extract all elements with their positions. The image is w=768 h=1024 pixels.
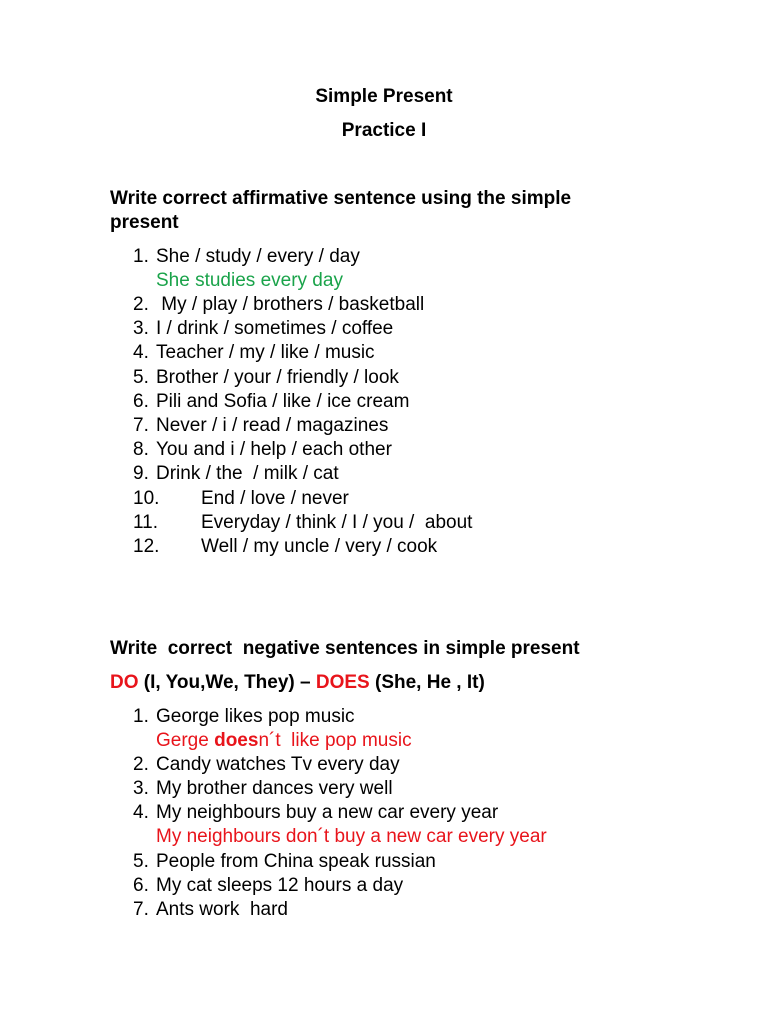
item-number: 3.	[133, 778, 149, 799]
list-item: My / play / brothers / basketball	[156, 294, 425, 315]
list-item: I / drink / sometimes / coffee	[156, 318, 394, 339]
list-item: My brother dances very well	[156, 778, 393, 799]
item-number: 7.	[133, 415, 149, 436]
answer-part: Gerge	[156, 730, 215, 751]
answer-emphasis: does	[214, 730, 259, 751]
list-item: Teacher / my / like / music	[156, 342, 375, 363]
list-item: She / study / every / day	[156, 246, 360, 267]
item-number: 5.	[133, 851, 149, 872]
list-item: You and i / help / each other	[156, 439, 392, 460]
answer-text: She studies every day	[156, 270, 343, 291]
page-title: Simple Present	[315, 86, 453, 107]
list-item: People from China speak russian	[156, 851, 436, 872]
item-number: 4.	[133, 342, 149, 363]
instruction-negative: Write correct negative sentences in simple present	[110, 638, 580, 659]
do-does-rule	[110, 671, 485, 695]
item-number: 6.	[133, 391, 149, 412]
rule-do: DO	[110, 672, 139, 693]
list-item: Candy watches Tv every day	[156, 754, 400, 775]
list-item: Everyday / think / I / you / about	[201, 512, 473, 533]
list-item: Ants work hard	[156, 899, 288, 920]
item-number: 6.	[133, 875, 149, 896]
item-number: 12.	[133, 536, 160, 557]
list-item: My cat sleeps 12 hours a day	[156, 875, 404, 896]
item-number: 8.	[133, 439, 149, 460]
item-number: 3.	[133, 318, 149, 339]
item-number: 2.	[133, 294, 149, 315]
item-number: 1.	[133, 246, 149, 267]
list-item: Pili and Sofia / like / ice cream	[156, 391, 410, 412]
list-item: Never / i / read / magazines	[156, 415, 389, 436]
rule-does-subjects: (She, He , It)	[369, 672, 485, 693]
list-item: End / love / never	[201, 488, 349, 509]
item-number: 7.	[133, 899, 149, 920]
item-number: 5.	[133, 367, 149, 388]
rule-do-subjects: (I, You,We, They) –	[138, 672, 316, 693]
page-subtitle: Practice I	[341, 120, 427, 141]
item-number: 11.	[133, 512, 159, 533]
answer-part: n´t like pop music	[258, 730, 412, 751]
answer-text: My neighbours don´t buy a new car every year	[156, 826, 547, 847]
answer-text	[156, 729, 412, 753]
list-item: My neighbours buy a new car every year	[156, 802, 499, 823]
list-item: Well / my uncle / very / cook	[201, 536, 438, 557]
list-item: George likes pop music	[156, 706, 355, 727]
item-number: 9.	[133, 463, 149, 484]
item-number: 1.	[133, 706, 149, 727]
item-number: 4.	[133, 802, 149, 823]
rule-does: DOES	[315, 672, 370, 693]
instruction-line-1: Write correct affirmative sentence using the simple	[110, 188, 572, 209]
list-item: Drink / the / milk / cat	[156, 463, 339, 484]
instruction-line-2: present	[110, 212, 179, 233]
list-item: Brother / your / friendly / look	[156, 367, 399, 388]
item-number: 10.	[133, 488, 160, 509]
item-number: 2.	[133, 754, 149, 775]
